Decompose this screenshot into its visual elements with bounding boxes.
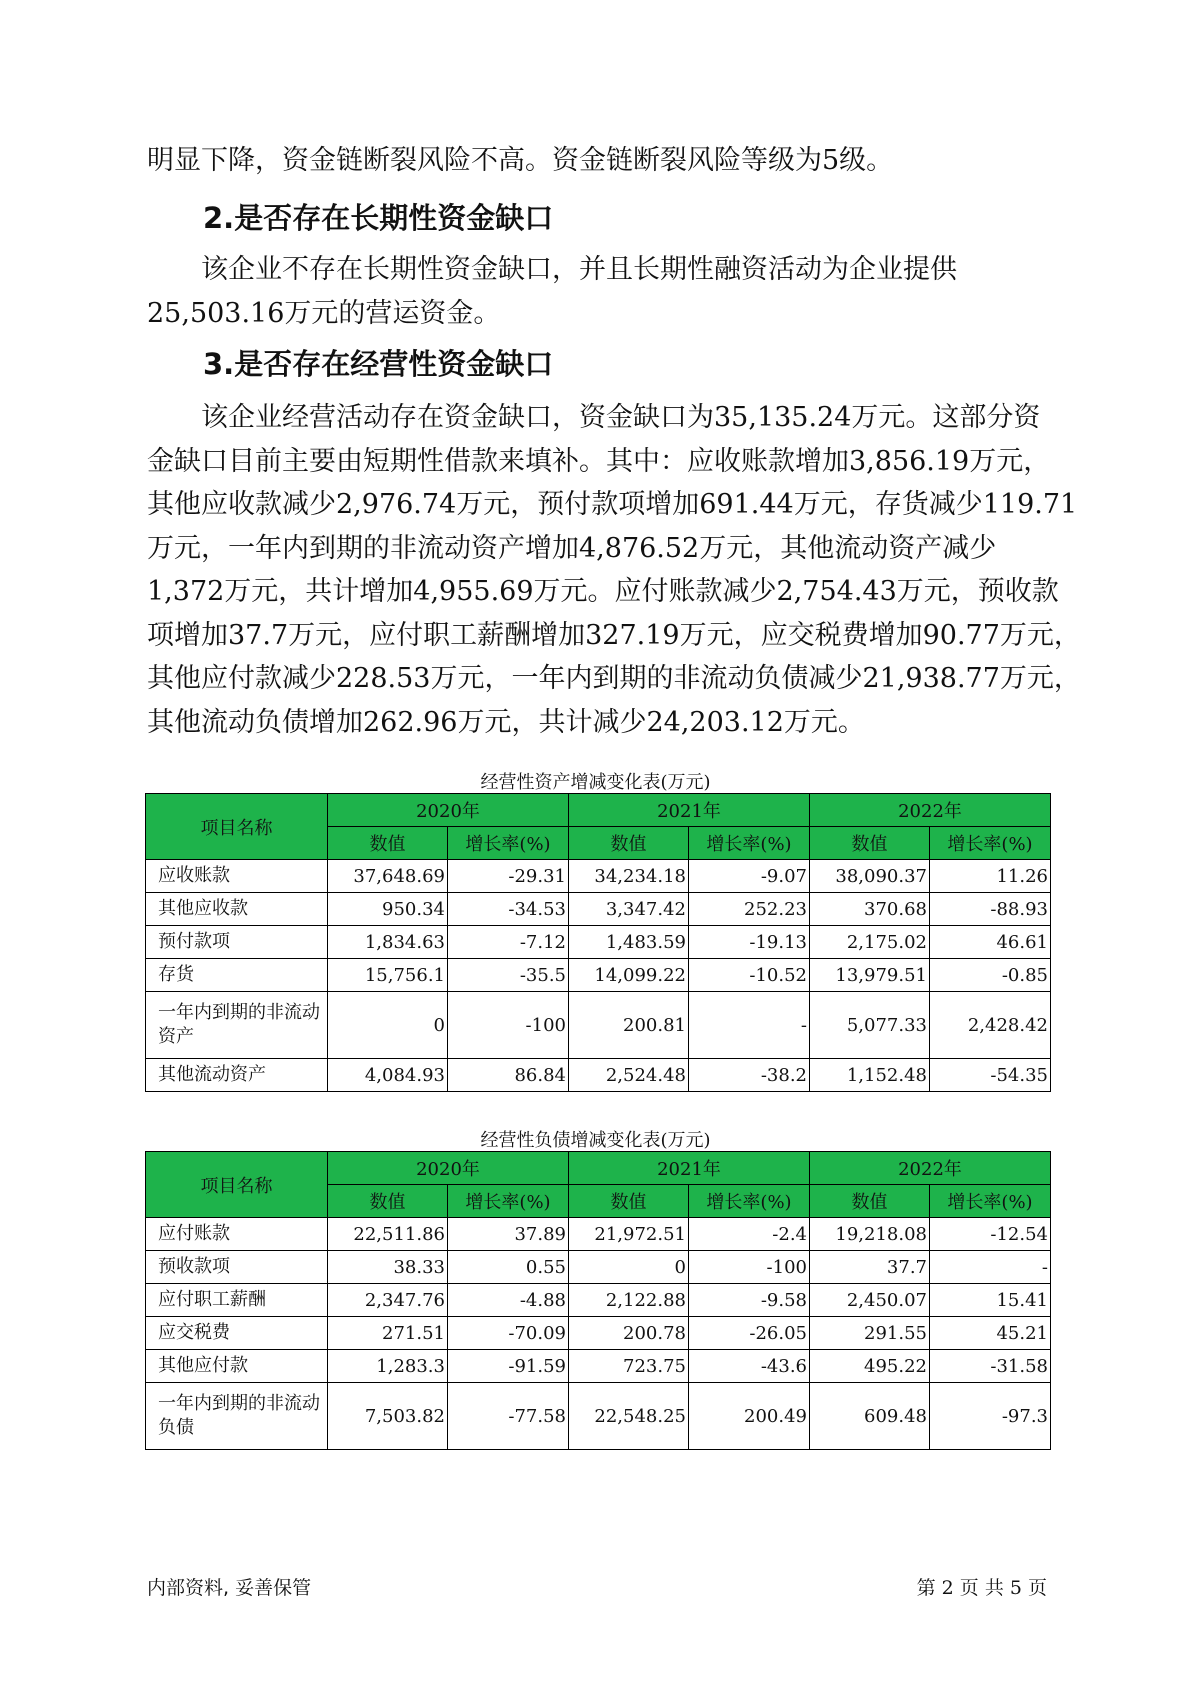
table-row: [146, 1284, 1051, 1317]
cell-growth-rate: 15.41: [930, 1284, 1051, 1317]
cell-value: 200.81: [569, 992, 689, 1059]
cell-growth-rate: -10.52: [689, 959, 810, 992]
section-heading-long-term-gap: 2.是否存在长期性资金缺口: [203, 201, 554, 235]
row-item-name: 其他应付款: [146, 1350, 328, 1383]
table-subheader-rate: 增长率(%): [930, 1185, 1051, 1218]
row-item-name: 其他应收款: [146, 893, 328, 926]
paragraph-risk-summary: [147, 139, 1047, 183]
table-subheader-value: 数值: [569, 827, 689, 860]
cell-growth-rate: -31.58: [930, 1350, 1051, 1383]
cell-growth-rate: 86.84: [448, 1059, 569, 1092]
row-item-name: 一年内到期的非流动负债: [146, 1383, 328, 1450]
cell-value: 0: [569, 1251, 689, 1284]
cell-value: 2,450.07: [810, 1284, 930, 1317]
row-item-name: 其他流动资产: [146, 1059, 328, 1092]
row-item-name: 预收款项: [146, 1251, 328, 1284]
table-row: [146, 992, 1051, 1059]
cell-value: 1,483.59: [569, 926, 689, 959]
cell-growth-rate: -19.13: [689, 926, 810, 959]
cell-growth-rate: -100: [448, 992, 569, 1059]
section-heading-operating-gap: 3.是否存在经营性资金缺口: [203, 347, 554, 381]
table-header-year: 2022年: [810, 1152, 1051, 1185]
cell-value: 15,756.1: [328, 959, 448, 992]
cell-growth-rate: -38.2: [689, 1059, 810, 1092]
paragraph-line: 万元，一年内到期的非流动资产增加4,876.52万元，其他流动资产减少: [147, 532, 997, 564]
cell-value: 1,834.63: [328, 926, 448, 959]
cell-growth-rate: 200.49: [689, 1383, 810, 1450]
table-row: [146, 926, 1051, 959]
cell-value: 22,511.86: [328, 1218, 448, 1251]
row-item-name: 存货: [146, 959, 328, 992]
table-subheader-rate: 增长率(%): [448, 1185, 569, 1218]
cell-value: 1,152.48: [810, 1059, 930, 1092]
table-row: [146, 959, 1051, 992]
paragraph-line: 1,372万元，共计增加4,955.69万元。应付账款减少2,754.43万元，预收款: [147, 576, 1059, 607]
row-item-name: 应收账款: [146, 860, 328, 893]
operating-liabilities-table: [145, 1151, 1051, 1450]
paragraph-line: 项增加37.7万元，应付职工薪酬增加327.19万元，应交税费增加90.77万元，: [147, 619, 1081, 651]
footer-confidential-note: 内部资料, 妥善保管: [147, 1577, 312, 1599]
table-row: [146, 1383, 1051, 1450]
table-row: [146, 1350, 1051, 1383]
cell-growth-rate: -: [930, 1251, 1051, 1284]
cell-value: 495.22: [810, 1350, 930, 1383]
operating-assets-table: [145, 793, 1051, 1092]
cell-value: 609.48: [810, 1383, 930, 1450]
cell-growth-rate: 46.61: [930, 926, 1051, 959]
paragraph-line: 金缺口目前主要由短期性借款来填补。其中：应收账款增加3,856.19万元，: [147, 445, 1051, 477]
cell-growth-rate: -77.58: [448, 1383, 569, 1450]
cell-growth-rate: -54.35: [930, 1059, 1051, 1092]
cell-value: 13,979.51: [810, 959, 930, 992]
table-subheader-value: 数值: [328, 827, 448, 860]
table-caption-liabilities: 经营性负债增减变化表(万元): [480, 1130, 711, 1151]
table-header-item-name: 项目名称: [146, 1152, 328, 1218]
cell-growth-rate: 0.55: [448, 1251, 569, 1284]
paragraph-line: 该企业不存在长期性资金缺口，并且长期性融资活动为企业提供: [201, 254, 957, 285]
table-caption-assets: 经营性资产增减变化表(万元): [480, 772, 711, 793]
table-header-year: 2021年: [569, 1152, 810, 1185]
cell-growth-rate: 2,428.42: [930, 992, 1051, 1059]
cell-growth-rate: -4.88: [448, 1284, 569, 1317]
cell-value: 4,084.93: [328, 1059, 448, 1092]
cell-growth-rate: -0.85: [930, 959, 1051, 992]
paragraph-line: 其他流动负债增加262.96万元，共计减少24,203.12万元。: [147, 706, 865, 738]
cell-growth-rate: -9.07: [689, 860, 810, 893]
cell-value: 271.51: [328, 1317, 448, 1350]
cell-value: 22,548.25: [569, 1383, 689, 1450]
cell-value: 34,234.18: [569, 860, 689, 893]
cell-growth-rate: 37.89: [448, 1218, 569, 1251]
table-subheader-value: 数值: [810, 1185, 930, 1218]
paragraph-line: 其他应收款减少2,976.74万元，预付款项增加691.44万元，存货减少119.71: [147, 489, 1078, 520]
cell-growth-rate: -: [689, 992, 810, 1059]
row-item-name: 应付账款: [146, 1218, 328, 1251]
paragraph-line: 25,503.16万元的营运资金。: [147, 297, 501, 329]
cell-value: 21,972.51: [569, 1218, 689, 1251]
table-subheader-rate: 增长率(%): [448, 827, 569, 860]
table-subheader-rate: 增长率(%): [689, 1185, 810, 1218]
cell-growth-rate: -100: [689, 1251, 810, 1284]
table-subheader-rate: 增长率(%): [689, 827, 810, 860]
table-header-year: 2022年: [810, 794, 1051, 827]
cell-growth-rate: -7.12: [448, 926, 569, 959]
cell-value: 2,524.48: [569, 1059, 689, 1092]
table-row: [146, 1317, 1051, 1350]
cell-value: 2,175.02: [810, 926, 930, 959]
cell-growth-rate: -91.59: [448, 1350, 569, 1383]
row-item-name: 应交税费: [146, 1317, 328, 1350]
cell-growth-rate: -97.3: [930, 1383, 1051, 1450]
cell-growth-rate: -35.5: [448, 959, 569, 992]
table-subheader-value: 数值: [810, 827, 930, 860]
cell-value: 5,077.33: [810, 992, 930, 1059]
table-header-year: 2021年: [569, 794, 810, 827]
paragraph-long-term-gap: [147, 248, 1047, 335]
table-subheader-value: 数值: [328, 1185, 448, 1218]
cell-value: 19,218.08: [810, 1218, 930, 1251]
cell-growth-rate: 45.21: [930, 1317, 1051, 1350]
table-header-item-name: 项目名称: [146, 794, 328, 860]
cell-growth-rate: -43.6: [689, 1350, 810, 1383]
table-row: [146, 1251, 1051, 1284]
row-item-name: 预付款项: [146, 926, 328, 959]
cell-growth-rate: -29.31: [448, 860, 569, 893]
table-row: [146, 893, 1051, 926]
cell-growth-rate: 11.26: [930, 860, 1051, 893]
table-body: [146, 1218, 1051, 1450]
footer-page-number: 第 2 页 共 5 页: [916, 1577, 1047, 1599]
cell-growth-rate: -12.54: [930, 1218, 1051, 1251]
cell-value: 37.7: [810, 1251, 930, 1284]
cell-growth-rate: -26.05: [689, 1317, 810, 1350]
paragraph-line: 其他应付款减少228.53万元，一年内到期的非流动负债减少21,938.77万元，: [147, 663, 1081, 694]
cell-value: 3,347.42: [569, 893, 689, 926]
table-subheader-rate: 增长率(%): [930, 827, 1051, 860]
cell-value: 200.78: [569, 1317, 689, 1350]
table-row: [146, 1059, 1051, 1092]
cell-growth-rate: 252.23: [689, 893, 810, 926]
cell-growth-rate: -34.53: [448, 893, 569, 926]
table-body: [146, 860, 1051, 1092]
cell-growth-rate: -9.58: [689, 1284, 810, 1317]
cell-value: 723.75: [569, 1350, 689, 1383]
paragraph-line: 明显下降，资金链断裂风险不高。资金链断裂风险等级为5级。: [147, 145, 894, 176]
table-row: [146, 860, 1051, 893]
cell-growth-rate: -88.93: [930, 893, 1051, 926]
cell-value: 37,648.69: [328, 860, 448, 893]
cell-growth-rate: -70.09: [448, 1317, 569, 1350]
cell-value: 14,099.22: [569, 959, 689, 992]
cell-value: 38.33: [328, 1251, 448, 1284]
cell-value: 0: [328, 992, 448, 1059]
cell-value: 1,283.3: [328, 1350, 448, 1383]
table-row: [146, 1218, 1051, 1251]
cell-growth-rate: -2.4: [689, 1218, 810, 1251]
paragraph-operating-gap: [147, 396, 1081, 744]
cell-value: 38,090.37: [810, 860, 930, 893]
cell-value: 7,503.82: [328, 1383, 448, 1450]
paragraph-line: 该企业经营活动存在资金缺口，资金缺口为35,135.24万元。这部分资: [201, 402, 1041, 433]
row-item-name: 应付职工薪酬: [146, 1284, 328, 1317]
cell-value: 950.34: [328, 893, 448, 926]
cell-value: 370.68: [810, 893, 930, 926]
row-item-name: 一年内到期的非流动资产: [146, 992, 328, 1059]
table-header-year: 2020年: [328, 1152, 569, 1185]
cell-value: 291.55: [810, 1317, 930, 1350]
cell-value: 2,347.76: [328, 1284, 448, 1317]
table-subheader-value: 数值: [569, 1185, 689, 1218]
table-header-year: 2020年: [328, 794, 569, 827]
cell-value: 2,122.88: [569, 1284, 689, 1317]
